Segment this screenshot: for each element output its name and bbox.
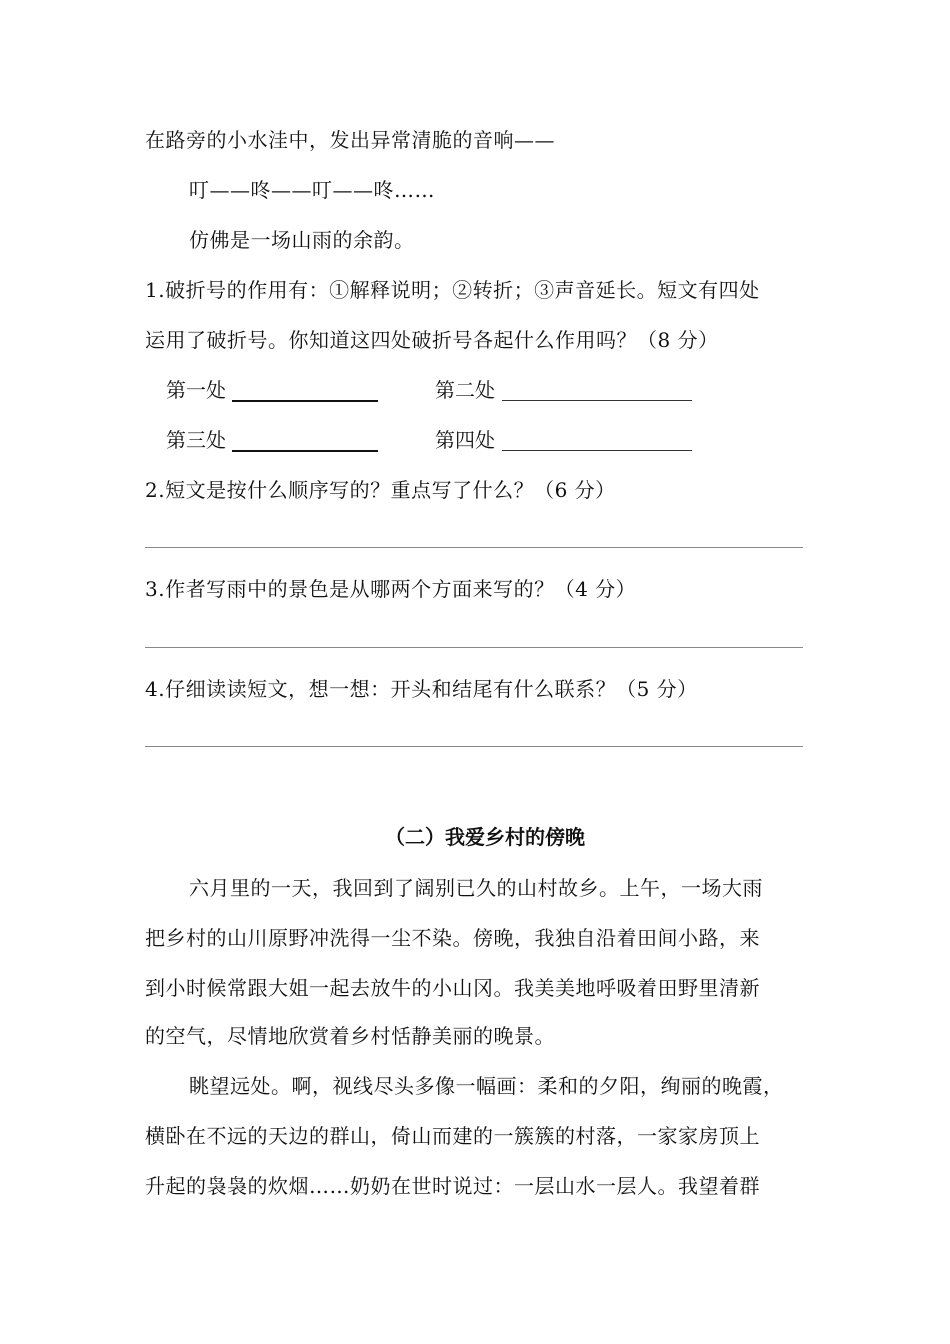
passage-line: 眺望远处。啊，视线尽头多像一幅画：柔和的夕阳，绚丽的晚霞， bbox=[189, 1074, 784, 1098]
blank-label-fourth: 第四处 bbox=[435, 428, 495, 452]
question-4-text: 4.仔细读读短文，想一想：开头和结尾有什么联系？（5 分） bbox=[145, 677, 698, 701]
answer-line-q2[interactable] bbox=[145, 547, 803, 548]
answer-blank-second[interactable] bbox=[502, 400, 692, 401]
question-1-text: 运用了破折号。你知道这四处破折号各起什么作用吗？（8 分） bbox=[145, 328, 719, 352]
answer-blank-third[interactable] bbox=[232, 450, 378, 452]
blank-label-second: 第二处 bbox=[435, 378, 495, 402]
blank-label-third: 第三处 bbox=[166, 428, 226, 452]
answer-blank-first[interactable] bbox=[232, 400, 378, 402]
answer-line-q4[interactable] bbox=[145, 746, 803, 747]
question-3-text: 3.作者写雨中的景色是从哪两个方面来写的？（4 分） bbox=[145, 577, 637, 601]
question-2-text: 2.短文是按什么顺序写的？重点写了什么？（6 分） bbox=[145, 478, 616, 502]
passage-line: 六月里的一天，我回到了阔别已久的山村故乡。上午，一场大雨 bbox=[189, 876, 763, 900]
passage-line: 把乡村的山川原野冲洗得一尘不染。傍晚，我独自沿着田间小路，来 bbox=[145, 926, 760, 950]
passage-line: 的空气，尽情地欣赏着乡村恬静美丽的晚景。 bbox=[145, 1024, 555, 1048]
blank-label-first: 第一处 bbox=[166, 378, 226, 402]
passage-line: 升起的袅袅的炊烟……奶奶在世时说过：一层山水一层人。我望着群 bbox=[145, 1174, 760, 1198]
answer-line-q3[interactable] bbox=[145, 647, 803, 648]
section-title: （二）我爱乡村的傍晚 bbox=[385, 825, 585, 849]
answer-blank-fourth[interactable] bbox=[502, 450, 692, 451]
passage-line: 在路旁的小水洼中，发出异常清脆的音响—— bbox=[145, 128, 555, 152]
passage-line: 横卧在不远的天边的群山，倚山而建的一簇簇的村落，一家家房顶上 bbox=[145, 1124, 760, 1148]
passage-line: 仿佛是一场山雨的余韵。 bbox=[189, 228, 415, 252]
passage-line: 到小时候常跟大姐一起去放牛的小山冈。我美美地呼吸着田野里清新 bbox=[145, 976, 760, 1000]
passage-line: 叮——咚——叮——咚…… bbox=[189, 178, 435, 202]
question-1-text: 1.破折号的作用有：①解释说明；②转折；③声音延长。短文有四处 bbox=[145, 278, 760, 302]
